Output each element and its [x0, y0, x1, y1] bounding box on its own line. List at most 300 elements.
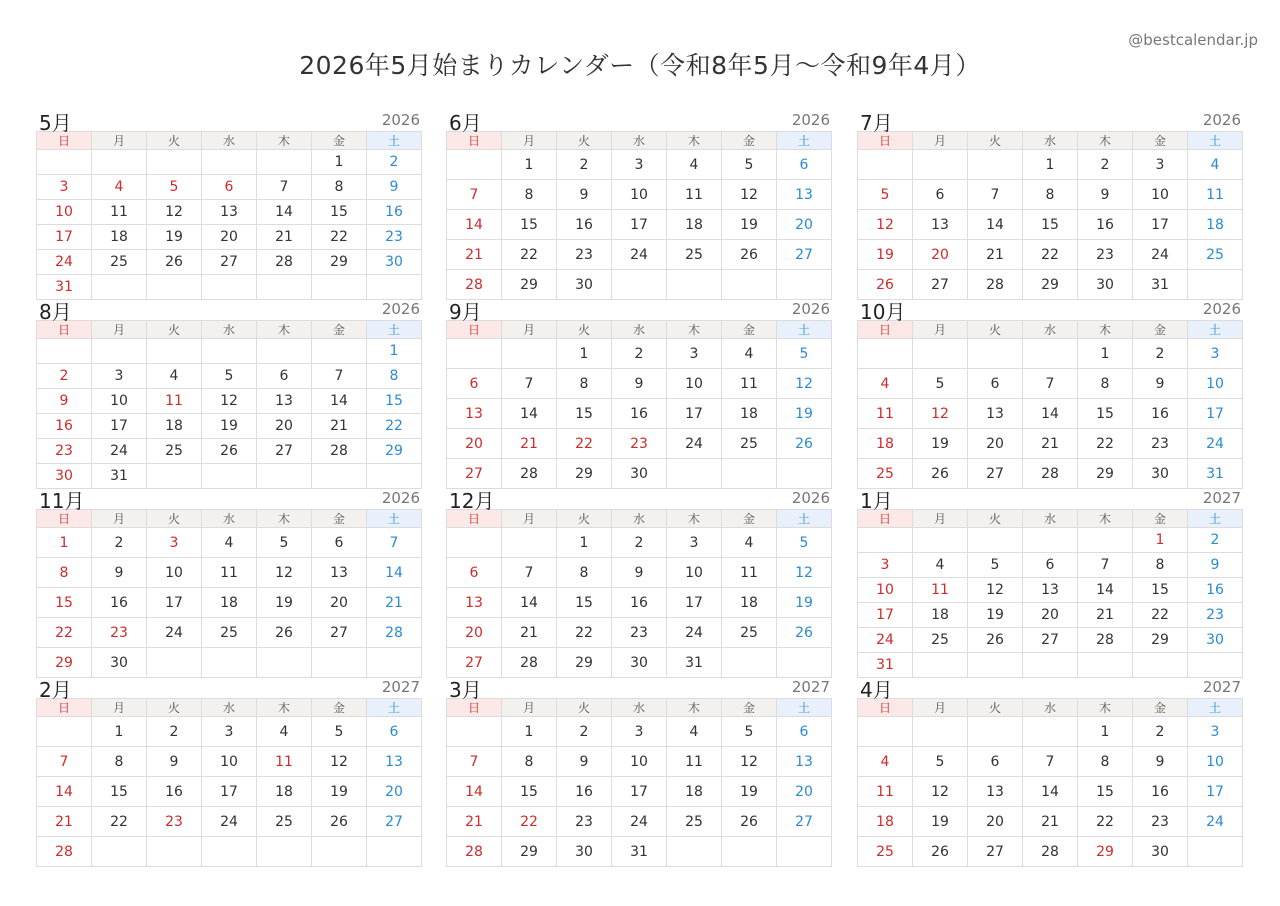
day-cell: [1078, 528, 1133, 553]
weekday-label: 月: [92, 132, 147, 150]
day-cell: 14: [257, 200, 312, 225]
day-cell: 10: [1133, 180, 1188, 210]
day-cell: [1188, 837, 1243, 867]
day-cell: 11: [913, 578, 968, 603]
day-cell: 23: [37, 439, 92, 464]
day-cell: 15: [1023, 210, 1078, 240]
weekday-label: 火: [557, 321, 612, 339]
month-year: 2026: [381, 300, 420, 318]
weekday-label: 水: [202, 510, 257, 528]
day-cell: 11: [667, 180, 722, 210]
month-calendar: [857, 485, 1243, 678]
week-row: [37, 717, 422, 747]
day-cell: 16: [1188, 578, 1243, 603]
day-cell: 5: [202, 364, 257, 389]
weekday-label: 月: [92, 699, 147, 717]
day-cell: 27: [777, 807, 832, 837]
day-cell: 4: [913, 553, 968, 578]
day-cell: 14: [312, 389, 367, 414]
weekday-label: 月: [92, 510, 147, 528]
weekday-label: 金: [722, 699, 777, 717]
day-cell: 29: [1078, 459, 1133, 489]
day-cell: [777, 837, 832, 867]
day-cell: 22: [1023, 240, 1078, 270]
day-cell: 5: [722, 717, 777, 747]
day-cell: 3: [92, 364, 147, 389]
day-cell: 4: [858, 369, 913, 399]
day-cell: 13: [312, 558, 367, 588]
week-row: [858, 777, 1243, 807]
weekday-label: 金: [312, 132, 367, 150]
day-cell: 31: [37, 275, 92, 300]
week-row: [858, 210, 1243, 240]
day-cell: 4: [722, 339, 777, 369]
day-cell: 16: [612, 588, 667, 618]
day-cell: 23: [367, 225, 422, 250]
weekday-label: 金: [722, 510, 777, 528]
day-cell: 15: [367, 389, 422, 414]
day-cell: 27: [447, 648, 502, 678]
day-cell: [202, 648, 257, 678]
day-cell: 11: [722, 369, 777, 399]
day-cell: 18: [858, 807, 913, 837]
day-cell: 14: [447, 777, 502, 807]
week-row: [447, 747, 832, 777]
day-cell: 2: [612, 339, 667, 369]
day-cell: 21: [1078, 603, 1133, 628]
day-cell: 27: [968, 837, 1023, 867]
weekday-label: 水: [612, 132, 667, 150]
day-cell: [667, 459, 722, 489]
day-cell: 30: [92, 648, 147, 678]
weekday-header-row: [37, 132, 422, 150]
day-cell: 8: [1078, 747, 1133, 777]
day-cell: 3: [612, 717, 667, 747]
week-row: [37, 364, 422, 389]
day-cell: 6: [777, 717, 832, 747]
weekday-label: 土: [777, 699, 832, 717]
day-cell: 5: [777, 528, 832, 558]
day-cell: 27: [777, 240, 832, 270]
day-cell: 11: [667, 747, 722, 777]
day-cell: 22: [502, 240, 557, 270]
day-cell: 19: [722, 777, 777, 807]
day-cell: 27: [367, 807, 422, 837]
month-calendar: [36, 485, 422, 678]
day-cell: 6: [367, 717, 422, 747]
day-cell: 29: [1078, 837, 1133, 867]
day-cell: 9: [1133, 369, 1188, 399]
month-calendar: [857, 107, 1243, 300]
day-cell: 11: [1188, 180, 1243, 210]
day-cell: 5: [858, 180, 913, 210]
week-row: [37, 807, 422, 837]
weekday-label: 水: [202, 699, 257, 717]
month-name: 11月: [39, 489, 85, 513]
day-cell: 27: [913, 270, 968, 300]
week-row: [447, 459, 832, 489]
day-cell: 30: [37, 464, 92, 489]
day-cell: 26: [777, 618, 832, 648]
day-cell: 13: [968, 399, 1023, 429]
day-cell: 8: [1078, 369, 1133, 399]
day-cell: 6: [312, 528, 367, 558]
day-cell: 10: [1188, 747, 1243, 777]
weekday-header-row: [37, 510, 422, 528]
day-cell: 24: [202, 807, 257, 837]
day-cell: [202, 837, 257, 867]
month-name: 12月: [449, 489, 495, 513]
month-table: [36, 320, 422, 489]
day-cell: 9: [612, 558, 667, 588]
day-cell: 23: [1188, 603, 1243, 628]
day-cell: 20: [447, 429, 502, 459]
day-cell: 19: [257, 588, 312, 618]
day-cell: 19: [913, 429, 968, 459]
day-cell: 30: [367, 250, 422, 275]
day-cell: 22: [1078, 429, 1133, 459]
day-cell: [1023, 717, 1078, 747]
week-row: [37, 558, 422, 588]
day-cell: 26: [722, 807, 777, 837]
weekday-label: 月: [913, 321, 968, 339]
week-row: [447, 588, 832, 618]
day-cell: 29: [1023, 270, 1078, 300]
day-cell: 18: [257, 777, 312, 807]
day-cell: 15: [557, 399, 612, 429]
week-row: [447, 777, 832, 807]
day-cell: 5: [913, 369, 968, 399]
weekday-label: 月: [502, 510, 557, 528]
day-cell: [1188, 270, 1243, 300]
week-row: [858, 240, 1243, 270]
day-cell: 23: [612, 429, 667, 459]
day-cell: 21: [367, 588, 422, 618]
day-cell: [37, 717, 92, 747]
day-cell: 25: [1188, 240, 1243, 270]
day-cell: 28: [1023, 459, 1078, 489]
weekday-label: 木: [257, 132, 312, 150]
day-cell: 17: [1133, 210, 1188, 240]
day-cell: 28: [968, 270, 1023, 300]
day-cell: 29: [502, 837, 557, 867]
weekday-label: 木: [1078, 132, 1133, 150]
week-row: [858, 429, 1243, 459]
day-cell: 27: [257, 439, 312, 464]
day-cell: 30: [557, 837, 612, 867]
weekday-header-row: [447, 699, 832, 717]
day-cell: 19: [968, 603, 1023, 628]
day-cell: 25: [667, 807, 722, 837]
day-cell: 3: [858, 553, 913, 578]
day-cell: 24: [1188, 807, 1243, 837]
weekday-header-row: [447, 321, 832, 339]
day-cell: 11: [202, 558, 257, 588]
day-cell: 31: [1133, 270, 1188, 300]
day-cell: 30: [1133, 837, 1188, 867]
day-cell: 30: [1188, 628, 1243, 653]
day-cell: 21: [502, 618, 557, 648]
month-year: 2026: [381, 111, 420, 129]
day-cell: [858, 528, 913, 553]
day-cell: 18: [722, 399, 777, 429]
day-cell: 30: [1078, 270, 1133, 300]
day-cell: 11: [257, 747, 312, 777]
day-cell: 9: [37, 389, 92, 414]
month-table: [36, 509, 422, 678]
day-cell: [447, 717, 502, 747]
week-row: [858, 837, 1243, 867]
day-cell: 16: [557, 777, 612, 807]
day-cell: 3: [612, 150, 667, 180]
day-cell: 27: [447, 459, 502, 489]
day-cell: [37, 339, 92, 364]
day-cell: 25: [913, 628, 968, 653]
week-row: [858, 603, 1243, 628]
day-cell: 21: [257, 225, 312, 250]
day-cell: [502, 528, 557, 558]
month-name: 1月: [860, 489, 893, 513]
day-cell: 7: [1023, 747, 1078, 777]
day-cell: 13: [257, 389, 312, 414]
day-cell: 10: [1188, 369, 1243, 399]
weekday-label: 木: [1078, 699, 1133, 717]
day-cell: 17: [667, 399, 722, 429]
month-name: 2月: [39, 678, 72, 702]
day-cell: 23: [1078, 240, 1133, 270]
day-cell: 16: [1133, 399, 1188, 429]
week-row: [37, 439, 422, 464]
day-cell: 17: [612, 210, 667, 240]
day-cell: 19: [858, 240, 913, 270]
weekday-label: 土: [1188, 321, 1243, 339]
day-cell: [913, 339, 968, 369]
day-cell: 22: [557, 429, 612, 459]
day-cell: 25: [667, 240, 722, 270]
month-calendar: [857, 674, 1243, 867]
month-year: 2027: [1202, 489, 1241, 507]
day-cell: 28: [312, 439, 367, 464]
day-cell: 16: [37, 414, 92, 439]
day-cell: 4: [92, 175, 147, 200]
day-cell: 14: [37, 777, 92, 807]
week-row: [858, 553, 1243, 578]
week-row: [37, 528, 422, 558]
day-cell: 22: [92, 807, 147, 837]
day-cell: 20: [202, 225, 257, 250]
day-cell: 10: [612, 747, 667, 777]
day-cell: 9: [1078, 180, 1133, 210]
day-cell: 7: [367, 528, 422, 558]
month-year: 2026: [791, 300, 830, 318]
day-cell: 31: [612, 837, 667, 867]
day-cell: 30: [612, 648, 667, 678]
day-cell: 29: [557, 459, 612, 489]
weekday-label: 日: [447, 510, 502, 528]
weekday-label: 水: [1023, 132, 1078, 150]
week-row: [858, 369, 1243, 399]
day-cell: 19: [312, 777, 367, 807]
day-cell: 12: [858, 210, 913, 240]
day-cell: 25: [147, 439, 202, 464]
day-cell: 24: [667, 618, 722, 648]
month-name: 8月: [39, 300, 72, 324]
day-cell: 17: [858, 603, 913, 628]
day-cell: 28: [37, 837, 92, 867]
week-row: [37, 747, 422, 777]
week-row: [447, 150, 832, 180]
day-cell: 12: [312, 747, 367, 777]
week-row: [447, 837, 832, 867]
weekday-label: 土: [367, 699, 422, 717]
day-cell: 17: [1188, 777, 1243, 807]
week-row: [858, 339, 1243, 369]
week-row: [858, 578, 1243, 603]
month-header: [446, 674, 832, 702]
weekday-header-row: [447, 510, 832, 528]
month-year: 2026: [381, 489, 420, 507]
day-cell: 27: [968, 459, 1023, 489]
day-cell: 19: [722, 210, 777, 240]
day-cell: 27: [312, 618, 367, 648]
day-cell: 12: [777, 369, 832, 399]
day-cell: 3: [1188, 717, 1243, 747]
day-cell: [447, 528, 502, 558]
day-cell: 19: [913, 807, 968, 837]
day-cell: 30: [612, 459, 667, 489]
month-name: 5月: [39, 111, 72, 135]
day-cell: [37, 150, 92, 175]
day-cell: [202, 150, 257, 175]
weekday-label: 月: [913, 699, 968, 717]
month-calendar: [446, 485, 832, 678]
day-cell: 12: [913, 777, 968, 807]
day-cell: 18: [913, 603, 968, 628]
day-cell: 2: [557, 717, 612, 747]
day-cell: 3: [37, 175, 92, 200]
day-cell: 2: [37, 364, 92, 389]
month-table: [446, 698, 832, 867]
weekday-label: 木: [1078, 510, 1133, 528]
weekday-label: 日: [447, 132, 502, 150]
day-cell: 1: [1078, 717, 1133, 747]
day-cell: 24: [1188, 429, 1243, 459]
day-cell: 17: [1188, 399, 1243, 429]
weekday-label: 水: [612, 321, 667, 339]
week-row: [858, 180, 1243, 210]
day-cell: 10: [667, 369, 722, 399]
day-cell: 28: [1023, 837, 1078, 867]
day-cell: [92, 150, 147, 175]
page-title: 2026年5月始まりカレンダー（令和8年5月〜令和9年4月）: [299, 51, 981, 80]
day-cell: [367, 648, 422, 678]
day-cell: 4: [202, 528, 257, 558]
day-cell: 21: [447, 807, 502, 837]
week-row: [37, 648, 422, 678]
weekday-header-row: [447, 132, 832, 150]
weekday-label: 月: [92, 321, 147, 339]
weekday-label: 日: [858, 510, 913, 528]
day-cell: 8: [557, 369, 612, 399]
month-year: 2027: [1202, 678, 1241, 696]
weekday-label: 金: [722, 132, 777, 150]
month-calendar: [36, 296, 422, 489]
month-calendar: [446, 674, 832, 867]
weekday-header-row: [858, 321, 1243, 339]
day-cell: 24: [612, 807, 667, 837]
day-cell: 27: [202, 250, 257, 275]
day-cell: 11: [147, 389, 202, 414]
day-cell: 24: [1133, 240, 1188, 270]
day-cell: 20: [312, 588, 367, 618]
day-cell: 9: [557, 180, 612, 210]
day-cell: 3: [1188, 339, 1243, 369]
week-row: [37, 414, 422, 439]
day-cell: 21: [312, 414, 367, 439]
day-cell: [1023, 339, 1078, 369]
day-cell: 31: [1188, 459, 1243, 489]
day-cell: 24: [667, 429, 722, 459]
day-cell: 28: [447, 270, 502, 300]
day-cell: 18: [667, 777, 722, 807]
day-cell: 25: [202, 618, 257, 648]
week-row: [37, 588, 422, 618]
day-cell: 15: [92, 777, 147, 807]
weekday-label: 水: [202, 132, 257, 150]
weekday-label: 日: [858, 132, 913, 150]
day-cell: 20: [1023, 603, 1078, 628]
day-cell: 8: [92, 747, 147, 777]
day-cell: 3: [667, 339, 722, 369]
weekday-label: 日: [37, 699, 92, 717]
day-cell: 1: [367, 339, 422, 364]
weekday-label: 日: [447, 699, 502, 717]
day-cell: 17: [37, 225, 92, 250]
weekday-label: 日: [858, 321, 913, 339]
weekday-label: 火: [147, 321, 202, 339]
month-header: [446, 296, 832, 324]
month-calendar: [857, 296, 1243, 489]
day-cell: 12: [777, 558, 832, 588]
weekday-label: 土: [777, 510, 832, 528]
day-cell: 4: [722, 528, 777, 558]
day-cell: 23: [147, 807, 202, 837]
weekday-label: 月: [502, 321, 557, 339]
day-cell: 11: [92, 200, 147, 225]
weekday-label: 木: [257, 510, 312, 528]
weekday-label: 木: [667, 699, 722, 717]
week-row: [447, 618, 832, 648]
day-cell: 12: [968, 578, 1023, 603]
day-cell: [722, 270, 777, 300]
day-cell: 30: [1133, 459, 1188, 489]
day-cell: 12: [722, 747, 777, 777]
week-row: [447, 528, 832, 558]
day-cell: 9: [367, 175, 422, 200]
day-cell: 24: [858, 628, 913, 653]
day-cell: 10: [202, 747, 257, 777]
day-cell: 21: [1023, 429, 1078, 459]
day-cell: 9: [1133, 747, 1188, 777]
day-cell: 1: [557, 528, 612, 558]
day-cell: 29: [502, 270, 557, 300]
day-cell: 19: [777, 399, 832, 429]
day-cell: 14: [367, 558, 422, 588]
month-calendar: [446, 296, 832, 489]
day-cell: [777, 648, 832, 678]
day-cell: [502, 339, 557, 369]
week-row: [37, 175, 422, 200]
